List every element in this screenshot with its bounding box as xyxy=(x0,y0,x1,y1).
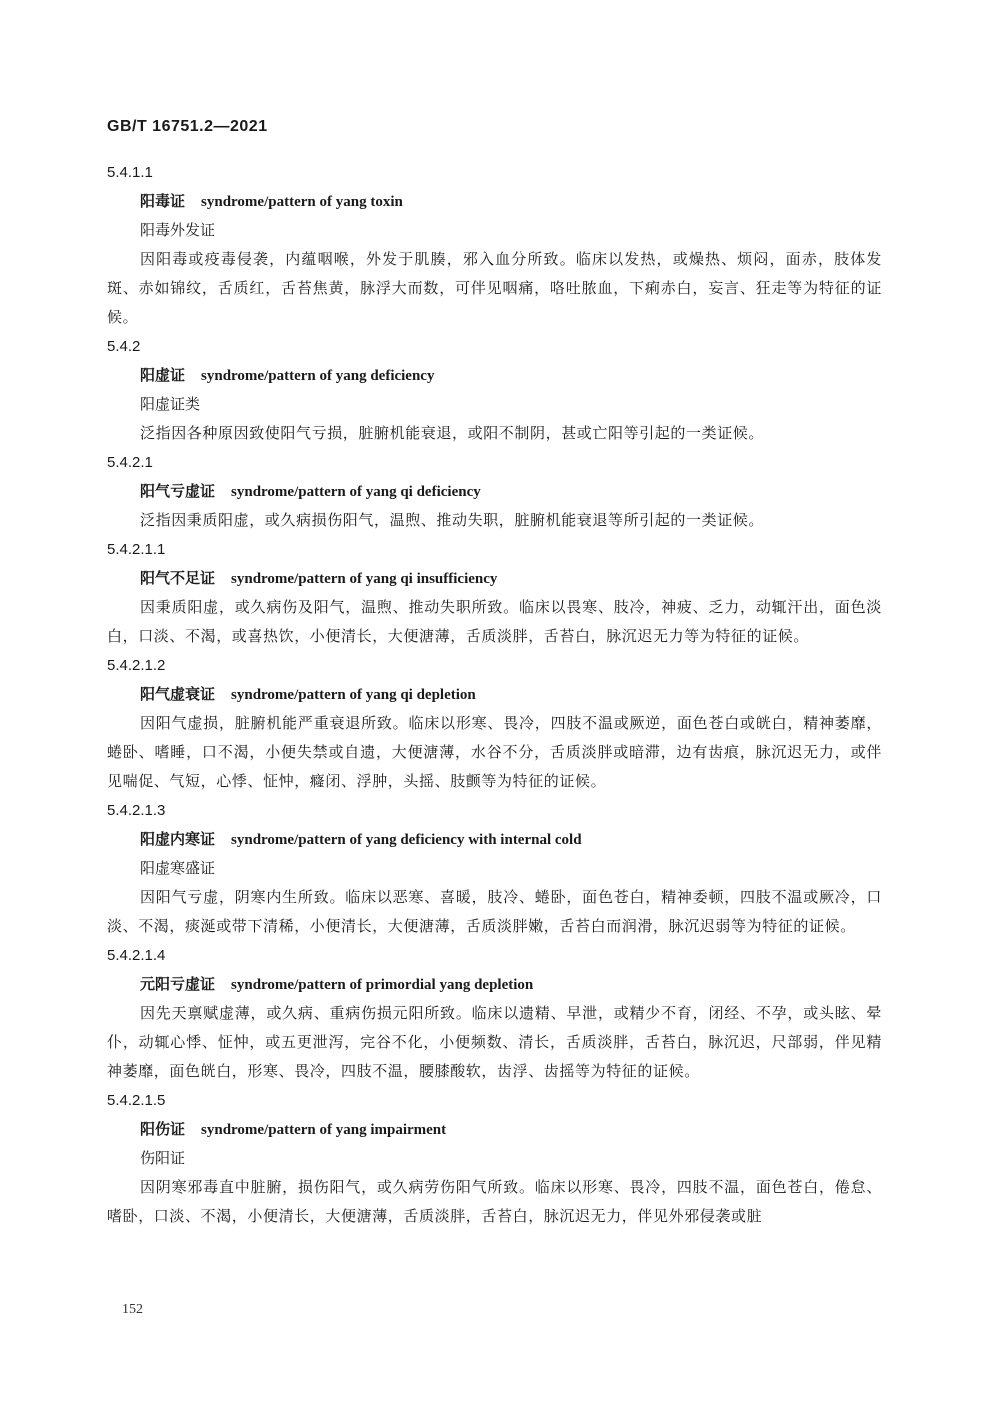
entry-number: 5.4.2 xyxy=(107,338,141,355)
entry-definition: 因阴寒邪毒直中脏腑，损伤阳气，或久病劳伤阳气所致。临床以形寒、畏冷，四肢不温，面色苍白，倦怠、嗜卧，口淡、不渴，小便清长，大便溏薄，舌质淡胖，舌苔白，脉沉迟无力，伴见外邪侵袭或脏 xyxy=(107,1178,882,1225)
entry-definition: 因阳气亏虚，阴寒内生所致。临床以恶寒、喜暖，肢冷、蜷卧，面色苍白，精神委顿，四肢不温或厥冷，口淡、不渴，痰涎或带下清稀，小便清长，大便溏薄，舌质淡胖嫩，舌苔白而润滑，脉沉迟弱等为特征的证候。 xyxy=(107,888,882,935)
term-chinese: 阳虚证 xyxy=(140,366,186,384)
entry-definition: 泛指因各种原因致使阳气亏损，脏腑机能衰退，或阳不制阴，甚或亡阳等引起的一类证候。 xyxy=(140,424,765,442)
entry xyxy=(107,1086,882,1231)
entries-list xyxy=(107,158,882,1231)
term-english: syndrome/pattern of yang deficiency with internal cold xyxy=(231,832,582,848)
entry-term xyxy=(140,1115,882,1144)
entry xyxy=(107,535,882,651)
entry-number: 5.4.2.1 xyxy=(107,454,153,471)
entry-number: 5.4.1.1 xyxy=(107,164,153,181)
entry-definition: 泛指因秉质阳虚，或久病损伤阳气，温煦、推动失职，脏腑机能衰退等所引起的一类证候。 xyxy=(140,511,765,529)
entry-term xyxy=(140,361,882,390)
entry-number: 5.4.2.1.5 xyxy=(107,1092,166,1109)
entry-number: 5.4.2.1.1 xyxy=(107,541,166,558)
entry xyxy=(107,651,882,796)
term-english: syndrome/pattern of yang qi insufficiency xyxy=(231,571,498,587)
entry-synonym: 阳毒外发证 xyxy=(140,221,216,239)
entry-term xyxy=(140,564,882,593)
term-chinese: 阳气不足证 xyxy=(140,569,216,587)
term-english: syndrome/pattern of yang impairment xyxy=(201,1122,447,1138)
entry-definition: 因阳气虚损，脏腑机能严重衰退所致。临床以形寒、畏冷，四肢不温或厥逆，面色苍白或㿠白，精神萎靡，蜷卧、嗜睡，口不渴，小便失禁或自遗，大便溏薄，水谷不分，舌质淡胖或暗滞，边有齿痕，脉沉迟无力，或伴见喘促、气短，心悸、怔忡，癃闭、浮肿，头摇、肢颤等为特征的证候。 xyxy=(107,714,882,790)
entry-term xyxy=(140,477,882,506)
term-chinese: 阳伤证 xyxy=(140,1120,186,1138)
term-chinese: 阳虚内寒证 xyxy=(140,830,216,848)
term-english: syndrome/pattern of yang toxin xyxy=(201,194,403,210)
entry-term xyxy=(140,187,882,216)
term-english: syndrome/pattern of primordial yang depletion xyxy=(231,977,534,993)
term-chinese: 阳毒证 xyxy=(140,192,186,210)
entry-synonym: 阳虚寒盛证 xyxy=(140,859,216,877)
term-chinese: 元阳亏虚证 xyxy=(140,975,216,993)
entry-number: 5.4.2.1.4 xyxy=(107,947,166,964)
entry-synonym: 阳虚证类 xyxy=(140,395,201,413)
entry-definition: 因阳毒或疫毒侵袭，内蕴咽喉，外发于肌腠，邪入血分所致。临床以发热，或燥热、烦闷，面赤，肢体发斑、赤如锦纹，舌质红，舌苔焦黄，脉浮大而数，可伴见咽痛，咯吐脓血，下痢赤白，妄言、狂走等为特征的证候。 xyxy=(107,250,882,326)
entry-definition: 因先天禀赋虚薄，或久病、重病伤损元阳所致。临床以遗精、早泄，或精少不育，闭经、不孕，或头眩、晕仆，动辄心悸、怔忡，或五更泄泻，完谷不化，小便频数、清长，舌质淡胖，舌苔白，脉沉迟，尺部弱，伴见精神萎靡，面色㿠白，形寒、畏冷，四肢不温，腰膝酸软，齿浮、齿摇等为特征的证候。 xyxy=(107,1004,882,1080)
term-chinese: 阳气虚衰证 xyxy=(140,685,216,703)
entry xyxy=(107,332,882,448)
entry-synonym: 伤阳证 xyxy=(140,1149,186,1167)
entry xyxy=(107,796,882,941)
term-english: syndrome/pattern of yang qi deficiency xyxy=(231,484,481,500)
entry-definition: 因秉质阳虚，或久病伤及阳气，温煦、推动失职所致。临床以畏寒、肢冷，神疲、乏力，动辄汗出，面色淡白，口淡、不渴，或喜热饮，小便清长，大便溏薄，舌质淡胖，舌苔白，脉沉迟无力等为特征的证候。 xyxy=(107,598,882,645)
entry xyxy=(107,448,882,535)
term-english: syndrome/pattern of yang deficiency xyxy=(201,368,435,384)
entry-term xyxy=(140,970,882,999)
entry xyxy=(107,941,882,1086)
entry-number: 5.4.2.1.2 xyxy=(107,657,166,674)
entry xyxy=(107,158,882,332)
entry-term xyxy=(140,825,882,854)
term-chinese: 阳气亏虚证 xyxy=(140,482,216,500)
page-number: 152 xyxy=(122,1302,143,1317)
entry-term xyxy=(140,680,882,709)
standard-code: GB/T 16751.2—2021 xyxy=(107,118,268,135)
term-english: syndrome/pattern of yang qi depletion xyxy=(231,687,476,703)
entry-number: 5.4.2.1.3 xyxy=(107,802,166,819)
